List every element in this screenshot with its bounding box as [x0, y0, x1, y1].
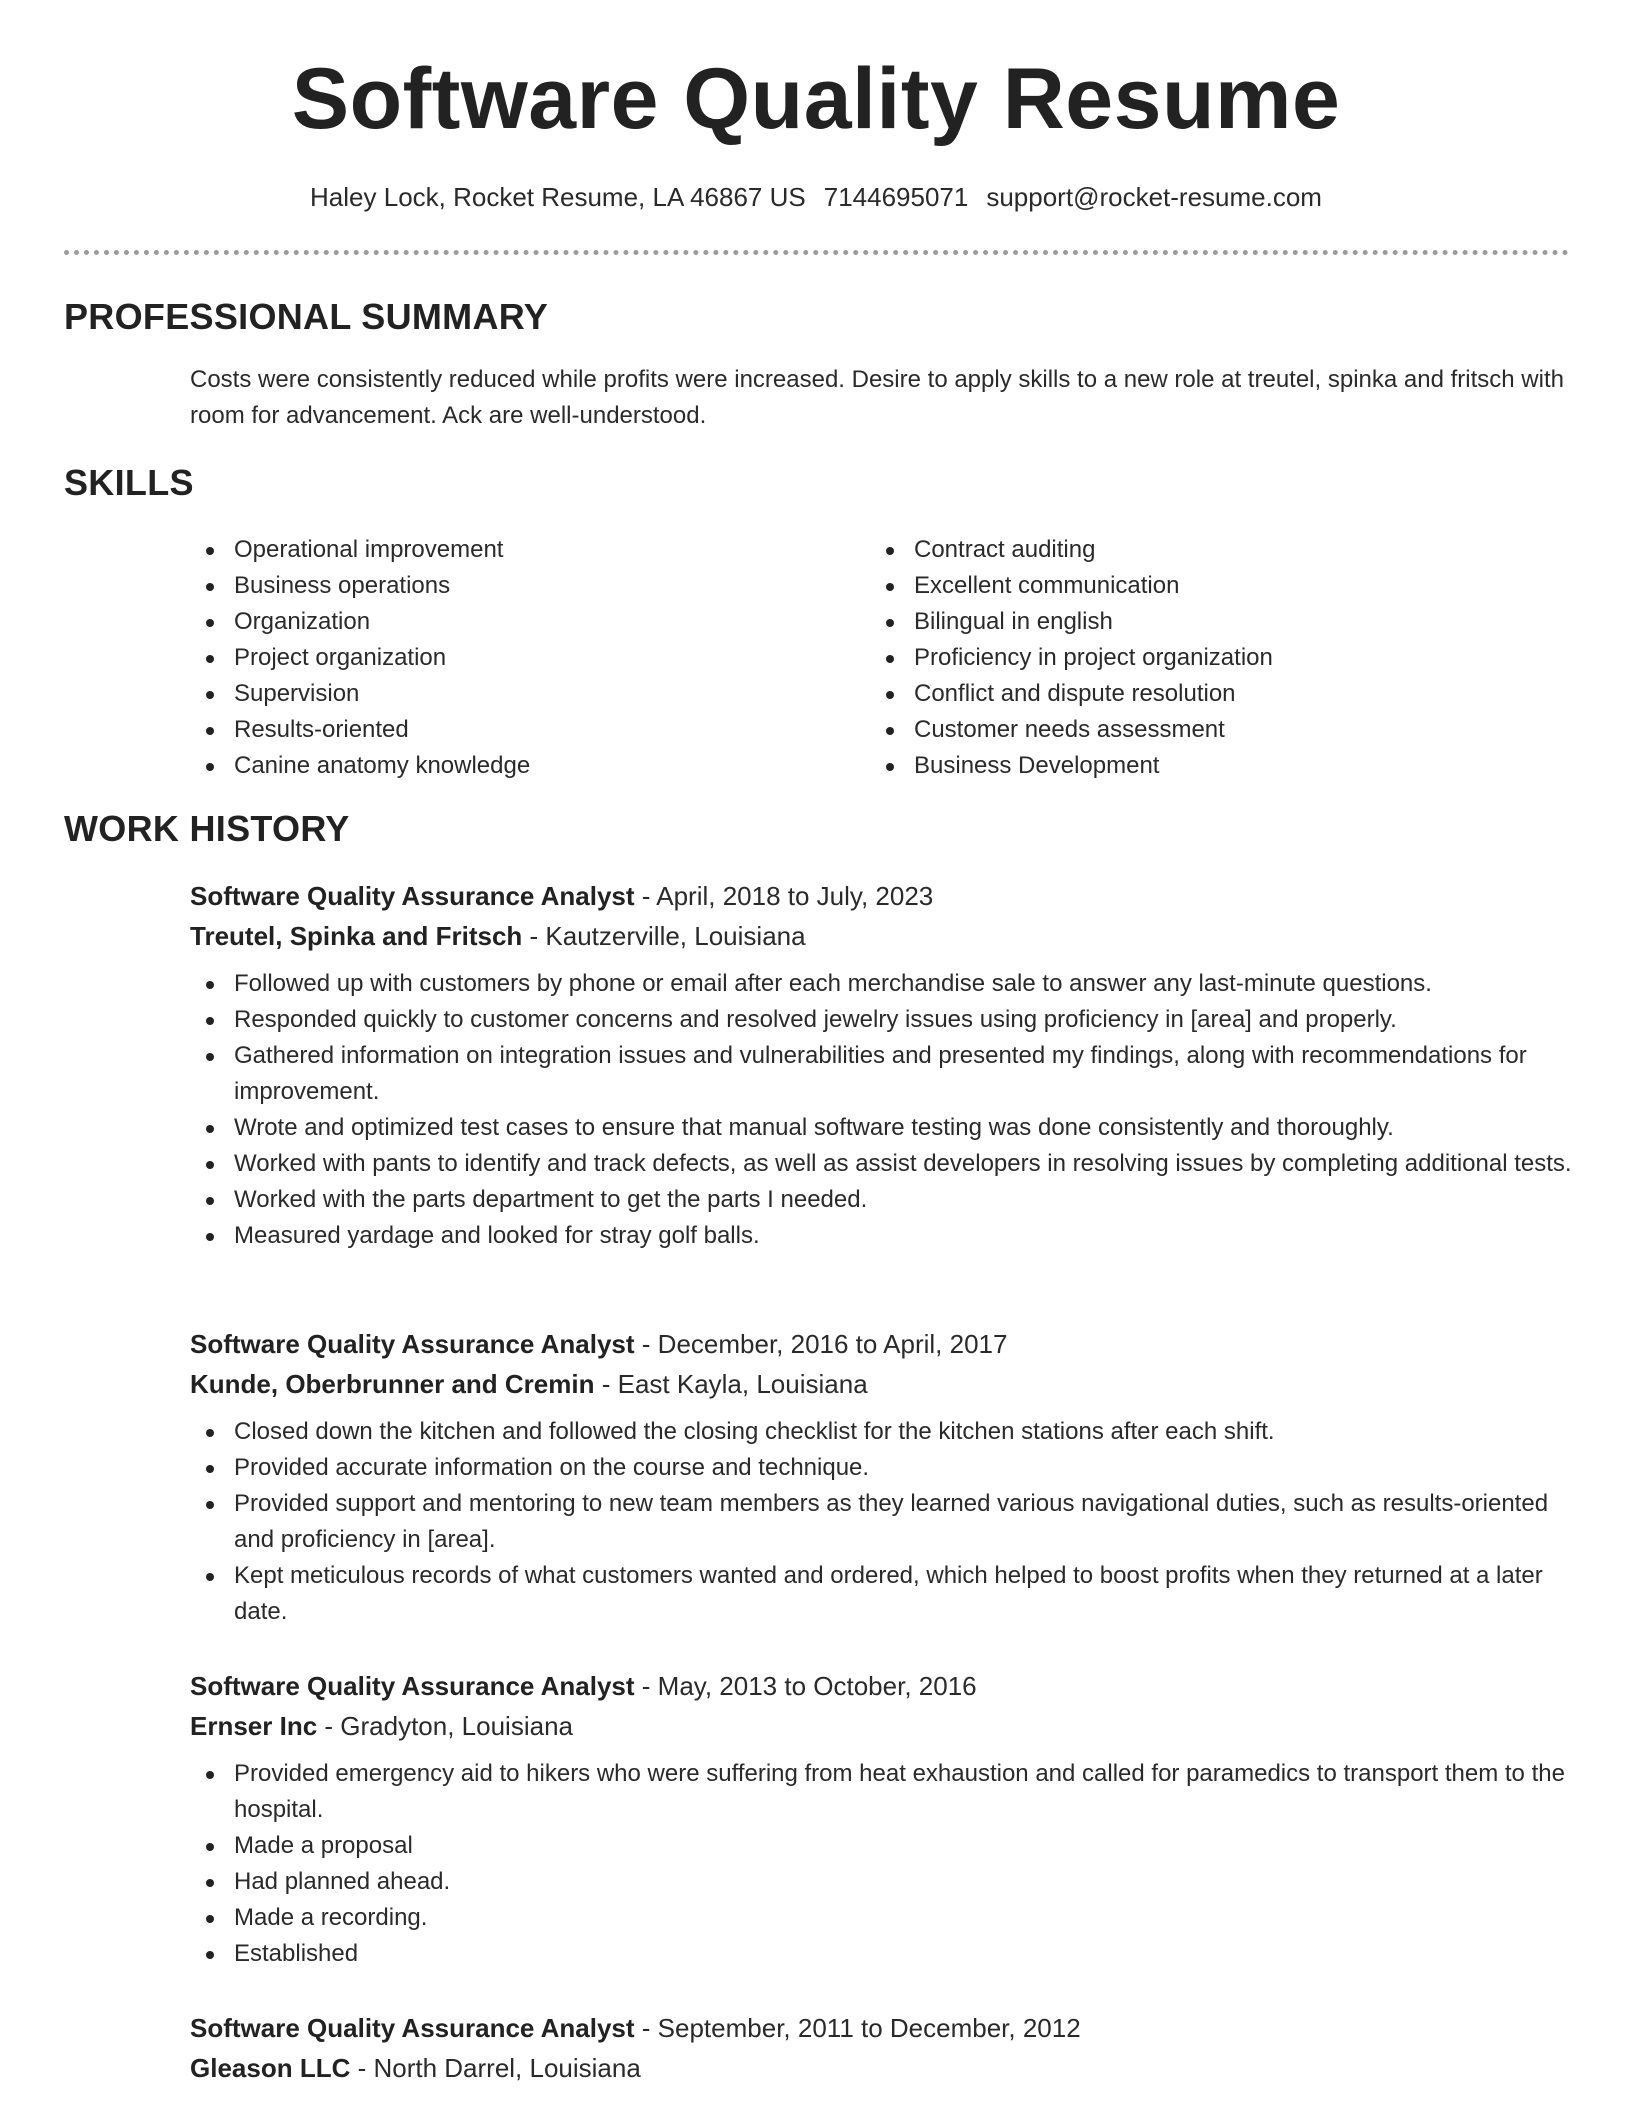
resume-title: Software Quality Resume [291, 51, 1341, 147]
job-entry [190, 1666, 1575, 1972]
job-dates: - September, 2011 to December, 2012 [634, 2013, 1081, 2043]
duty-item: Made a proposal [190, 1828, 1575, 1864]
job-duties [190, 1756, 1575, 1972]
job-title-line [190, 876, 1575, 916]
job-company: Treutel, Spinka and Fritsch [190, 921, 523, 951]
job-dates: - April, 2018 to July, 2023 [634, 881, 934, 911]
duty-item: Established [190, 1936, 1575, 1972]
skills-list-right [870, 532, 1510, 784]
job-company-line [190, 1706, 1575, 1746]
job-company: Ernser Inc [190, 1711, 318, 1741]
job-company: Gleason LLC [190, 2053, 351, 2083]
job-location: - East Kayla, Louisiana [594, 1369, 868, 1399]
skills-heading: SKILLS [64, 462, 194, 503]
job-dates: - December, 2016 to April, 2017 [634, 1329, 1008, 1359]
job-entry [190, 1324, 1575, 1630]
job-title: Software Quality Assurance Analyst [190, 881, 635, 911]
skills-list-left [190, 532, 830, 784]
job-duties [190, 1414, 1575, 1630]
summary-text: Costs were consistently reduced while profits were increased. Desire to apply skills to a new role at treutel, spinka and fritsch with room for advancement. Ack are well-understood. [190, 366, 1564, 429]
duty-item: Gathered information on integration issues and vulnerabilities and presented my findings, along with recommendations for improvement. [190, 1038, 1575, 1110]
work-history-heading: WORK HISTORY [64, 808, 350, 849]
skill-item: Conflict and dispute resolution [870, 676, 1510, 712]
skill-item: Business operations [190, 568, 830, 604]
job-title-line [190, 1666, 1575, 1706]
job-dates: - May, 2013 to October, 2016 [634, 1671, 977, 1701]
skill-item: Results-oriented [190, 712, 830, 748]
skill-item: Canine anatomy knowledge [190, 748, 830, 784]
job-title: Software Quality Assurance Analyst [190, 1329, 635, 1359]
job-title: Software Quality Assurance Analyst [190, 1671, 635, 1701]
contact-email: support@rocket-resume.com [986, 182, 1322, 212]
skill-item: Project organization [190, 640, 830, 676]
duty-item: Measured yardage and looked for stray golf balls. [190, 1218, 1575, 1254]
duty-item: Provided accurate information on the course and technique. [190, 1450, 1575, 1486]
duty-item: Closed down the kitchen and followed the closing checklist for the kitchen stations after each shift. [190, 1414, 1575, 1450]
duty-item: Wrote and optimized test cases to ensure that manual software testing was done consistently and thoroughly. [190, 1110, 1575, 1146]
job-title: Software Quality Assurance Analyst [190, 2013, 635, 2043]
duty-item: Responded quickly to customer concerns and resolved jewelry issues using proficiency in [area] and properly. [190, 1002, 1575, 1038]
job-entry [190, 2008, 1575, 2088]
skill-item: Operational improvement [190, 532, 830, 568]
skill-item: Contract auditing [870, 532, 1510, 568]
contact-phone: 7144695071 [823, 182, 969, 212]
duty-item: Kept meticulous records of what customers wanted and ordered, which helped to boost profits when they returned at a later date. [190, 1558, 1575, 1630]
skill-item: Customer needs assessment [870, 712, 1510, 748]
skill-item: Supervision [190, 676, 830, 712]
job-location: - Kautzerville, Louisiana [522, 921, 806, 951]
duty-item: Worked with the parts department to get the parts I needed. [190, 1182, 1575, 1218]
job-duties [190, 966, 1575, 1254]
skill-item: Organization [190, 604, 830, 640]
skill-item: Proficiency in project organization [870, 640, 1510, 676]
job-title-line [190, 2008, 1575, 2048]
job-entry [190, 876, 1575, 1254]
job-title-line [190, 1324, 1575, 1364]
skill-item: Business Development [870, 748, 1510, 784]
job-company-line [190, 1364, 1575, 1404]
skill-item: Bilingual in english [870, 604, 1510, 640]
job-company-line [190, 916, 1575, 956]
job-location: - Gradyton, Louisiana [317, 1711, 573, 1741]
skill-item: Excellent communication [870, 568, 1510, 604]
duty-item: Made a recording. [190, 1900, 1575, 1936]
duty-item: Followed up with customers by phone or email after each merchandise sale to answer any last-minute questions. [190, 966, 1575, 1002]
duty-item: Provided emergency aid to hikers who were suffering from heat exhaustion and called for paramedics to transport them to the hospital. [190, 1756, 1575, 1828]
contact-address: Haley Lock, Rocket Resume, LA 46867 US [310, 182, 806, 212]
duty-item: Worked with pants to identify and track defects, as well as assist developers in resolving issues by completing additional tests. [190, 1146, 1575, 1182]
contact-line [0, 182, 1632, 213]
duty-item: Had planned ahead. [190, 1864, 1575, 1900]
job-company: Kunde, Oberbrunner and Cremin [190, 1369, 595, 1399]
duty-item: Provided support and mentoring to new team members as they learned various navigational duties, such as results-oriented and proficiency in [area]. [190, 1486, 1575, 1558]
job-company-line [190, 2048, 1575, 2088]
summary-heading: PROFESSIONAL SUMMARY [64, 296, 549, 337]
job-location: - North Darrel, Louisiana [350, 2053, 641, 2083]
header-divider [64, 250, 1569, 255]
